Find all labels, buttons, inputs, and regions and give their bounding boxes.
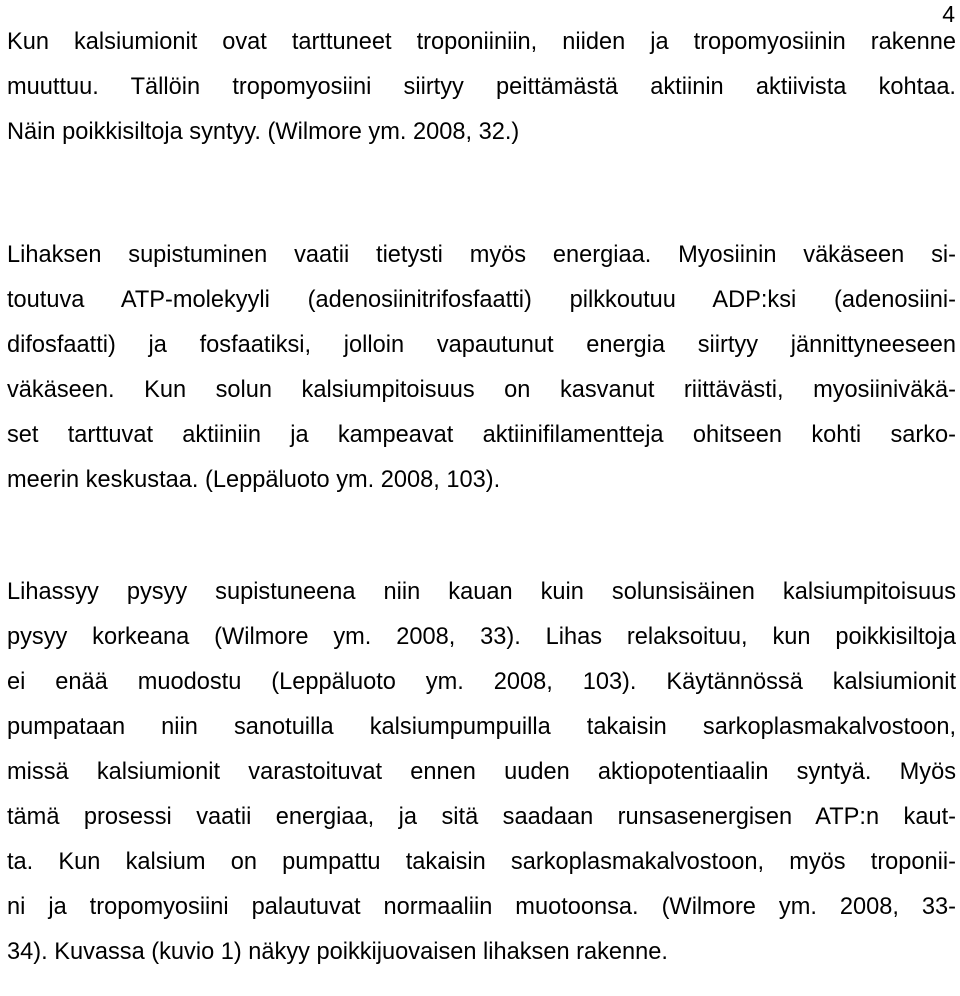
text-line: väkäseen. Kun solun kalsiumpitoisuus on kasvanut riittävästi, myosiiniväkä- <box>7 377 956 403</box>
text-line: ei enää muodostu (Leppäluoto ym. 2008, 103). Käytännössä kalsiumionit <box>7 669 956 695</box>
text-line: pumpataan niin sanotuilla kalsiumpumpuilla takaisin sarkoplasmakalvostoon, <box>7 714 956 740</box>
text-line: ni ja tropomyosiini palautuvat normaaliin muotoonsa. (Wilmore ym. 2008, 33- <box>7 894 956 920</box>
text-line: Lihassyy pysyy supistuneena niin kauan kuin solunsisäinen kalsiumpitoisuus <box>7 579 956 605</box>
text-line: set tarttuvat aktiiniin ja kampeavat aktiinifilamentteja ohitseen kohti sarko- <box>7 422 956 448</box>
page-number: 4 <box>942 1 955 27</box>
text-line: pysyy korkeana (Wilmore ym. 2008, 33). Lihas relaksoituu, kun poikkisiltoja <box>7 624 956 650</box>
text-line: toutuva ATP-molekyyli (adenosiinitrifosfaatti) pilkkoutuu ADP:ksi (adenosiini- <box>7 287 956 313</box>
text-line: Lihaksen supistuminen vaatii tietysti myös energiaa. Myosiinin väkäseen si- <box>7 242 956 268</box>
paragraph-1 <box>0 20 960 155</box>
paragraph-2 <box>0 233 960 503</box>
text-line: 34). Kuvassa (kuvio 1) näkyy poikkijuovaisen lihaksen rakenne. <box>7 939 668 965</box>
text-line: meerin keskustaa. (Leppäluoto ym. 2008, 103). <box>7 467 501 493</box>
paragraph-3 <box>0 570 960 975</box>
text-line: missä kalsiumionit varastoituvat ennen uuden aktiopotentiaalin syntyä. Myös <box>7 759 956 785</box>
text-line: tämä prosessi vaatii energiaa, ja sitä saadaan runsasenergisen ATP:n kaut- <box>7 804 956 830</box>
text-line: Kun kalsiumionit ovat tarttuneet troponiiniin, niiden ja tropomyosiinin rakenne <box>7 29 956 55</box>
text-line: ta. Kun kalsium on pumpattu takaisin sarkoplasmakalvostoon, myös troponii- <box>7 849 956 875</box>
text-line: difosfaatti) ja fosfaatiksi, jolloin vapautunut energia siirtyy jännittyneeseen <box>7 332 956 358</box>
text-line: Näin poikkisiltoja syntyy. (Wilmore ym. 2008, 32.) <box>7 119 520 145</box>
text-line: muuttuu. Tällöin tropomyosiini siirtyy peittämästä aktiinin aktiivista kohtaa. <box>7 74 956 100</box>
